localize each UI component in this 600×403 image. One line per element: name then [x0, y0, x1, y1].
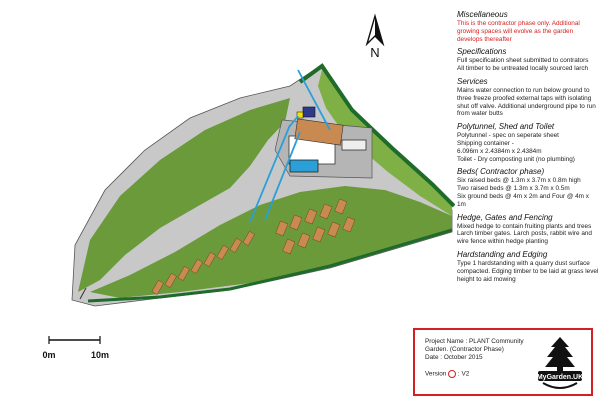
scale-end-label: 10m	[90, 350, 110, 360]
beds-line: Two raised beds @ 1.3m x 3.7m x 0.5m	[457, 185, 570, 193]
title-block	[413, 328, 593, 396]
hardstanding-text: Type 1 hardstanding with a quarry dust surface compacted. Edging timber to be laid at grass level height to aid mowing	[457, 259, 599, 283]
notes-panel	[457, 10, 599, 283]
scale-bar	[42, 336, 109, 360]
project-name: Project Name : PLANT Community Garden. (Contractor Phase)	[425, 338, 524, 353]
hardstanding-title: Hardstanding and Edging	[457, 249, 548, 259]
polytunnel-line: Polytunnel - spec on seperate sheet	[457, 132, 559, 140]
hedge-line: Larch timber gates. Larch posts, rabbit wire and wire fence within hedge planting	[457, 230, 592, 246]
scale-start-label: 0m	[42, 350, 56, 360]
polytunnel-title: Polytunnel, Shed and Toilet	[457, 122, 555, 132]
spec-line: All timber to be untreated locally sourced larch	[457, 65, 589, 73]
north-label: N	[370, 45, 380, 60]
polytunnel-line: Toilet - Dry composting unit (no plumbing)	[457, 155, 575, 163]
shed	[303, 107, 315, 117]
beds-line: Six ground beds @ 4m x 2m and Four @ 4m x 1m	[457, 192, 589, 208]
version-label: Version	[425, 370, 447, 378]
logo-text: MyGarden.UK	[536, 374, 584, 381]
hedge-title: Hedge, Gates and Fencing	[457, 212, 553, 222]
version-row	[425, 370, 535, 379]
polytunnel-line: Shipping container -	[457, 139, 514, 147]
mygarden-logo	[535, 333, 585, 393]
compost-toilet	[290, 160, 318, 172]
north-arrow-icon	[367, 16, 383, 60]
services-title: Services	[457, 76, 488, 86]
beds-title: Beds( Contractor phase)	[457, 167, 545, 177]
version-circle-icon	[448, 370, 456, 378]
spec-title: Specifications	[457, 47, 507, 57]
misc-text: This is the contractor phase only. Additional growing spaces will evolve as the garden develops thereafter	[457, 20, 580, 43]
shipping-container	[342, 140, 366, 150]
spec-line: Full specification sheet submitted to contrators	[457, 57, 589, 65]
beds-line: Six raised beds @ 1.3m x 3.7m x 0.8m high	[457, 177, 581, 185]
services-text: Mains water connection to run below ground to three freeze proofed external taps with isolating shut off valve. Additional underground pipe to run from water butts	[457, 86, 596, 118]
misc-title: Miscellaneous	[457, 10, 508, 19]
polytunnel-line: 6.096m x 2.4384m x 2.4384m	[457, 147, 542, 155]
version-value: : V2	[457, 370, 470, 378]
project-date: Date : October 2015	[425, 354, 483, 361]
hedge-line: Mixed hedge to contain fruiting plants and trees	[457, 222, 592, 230]
